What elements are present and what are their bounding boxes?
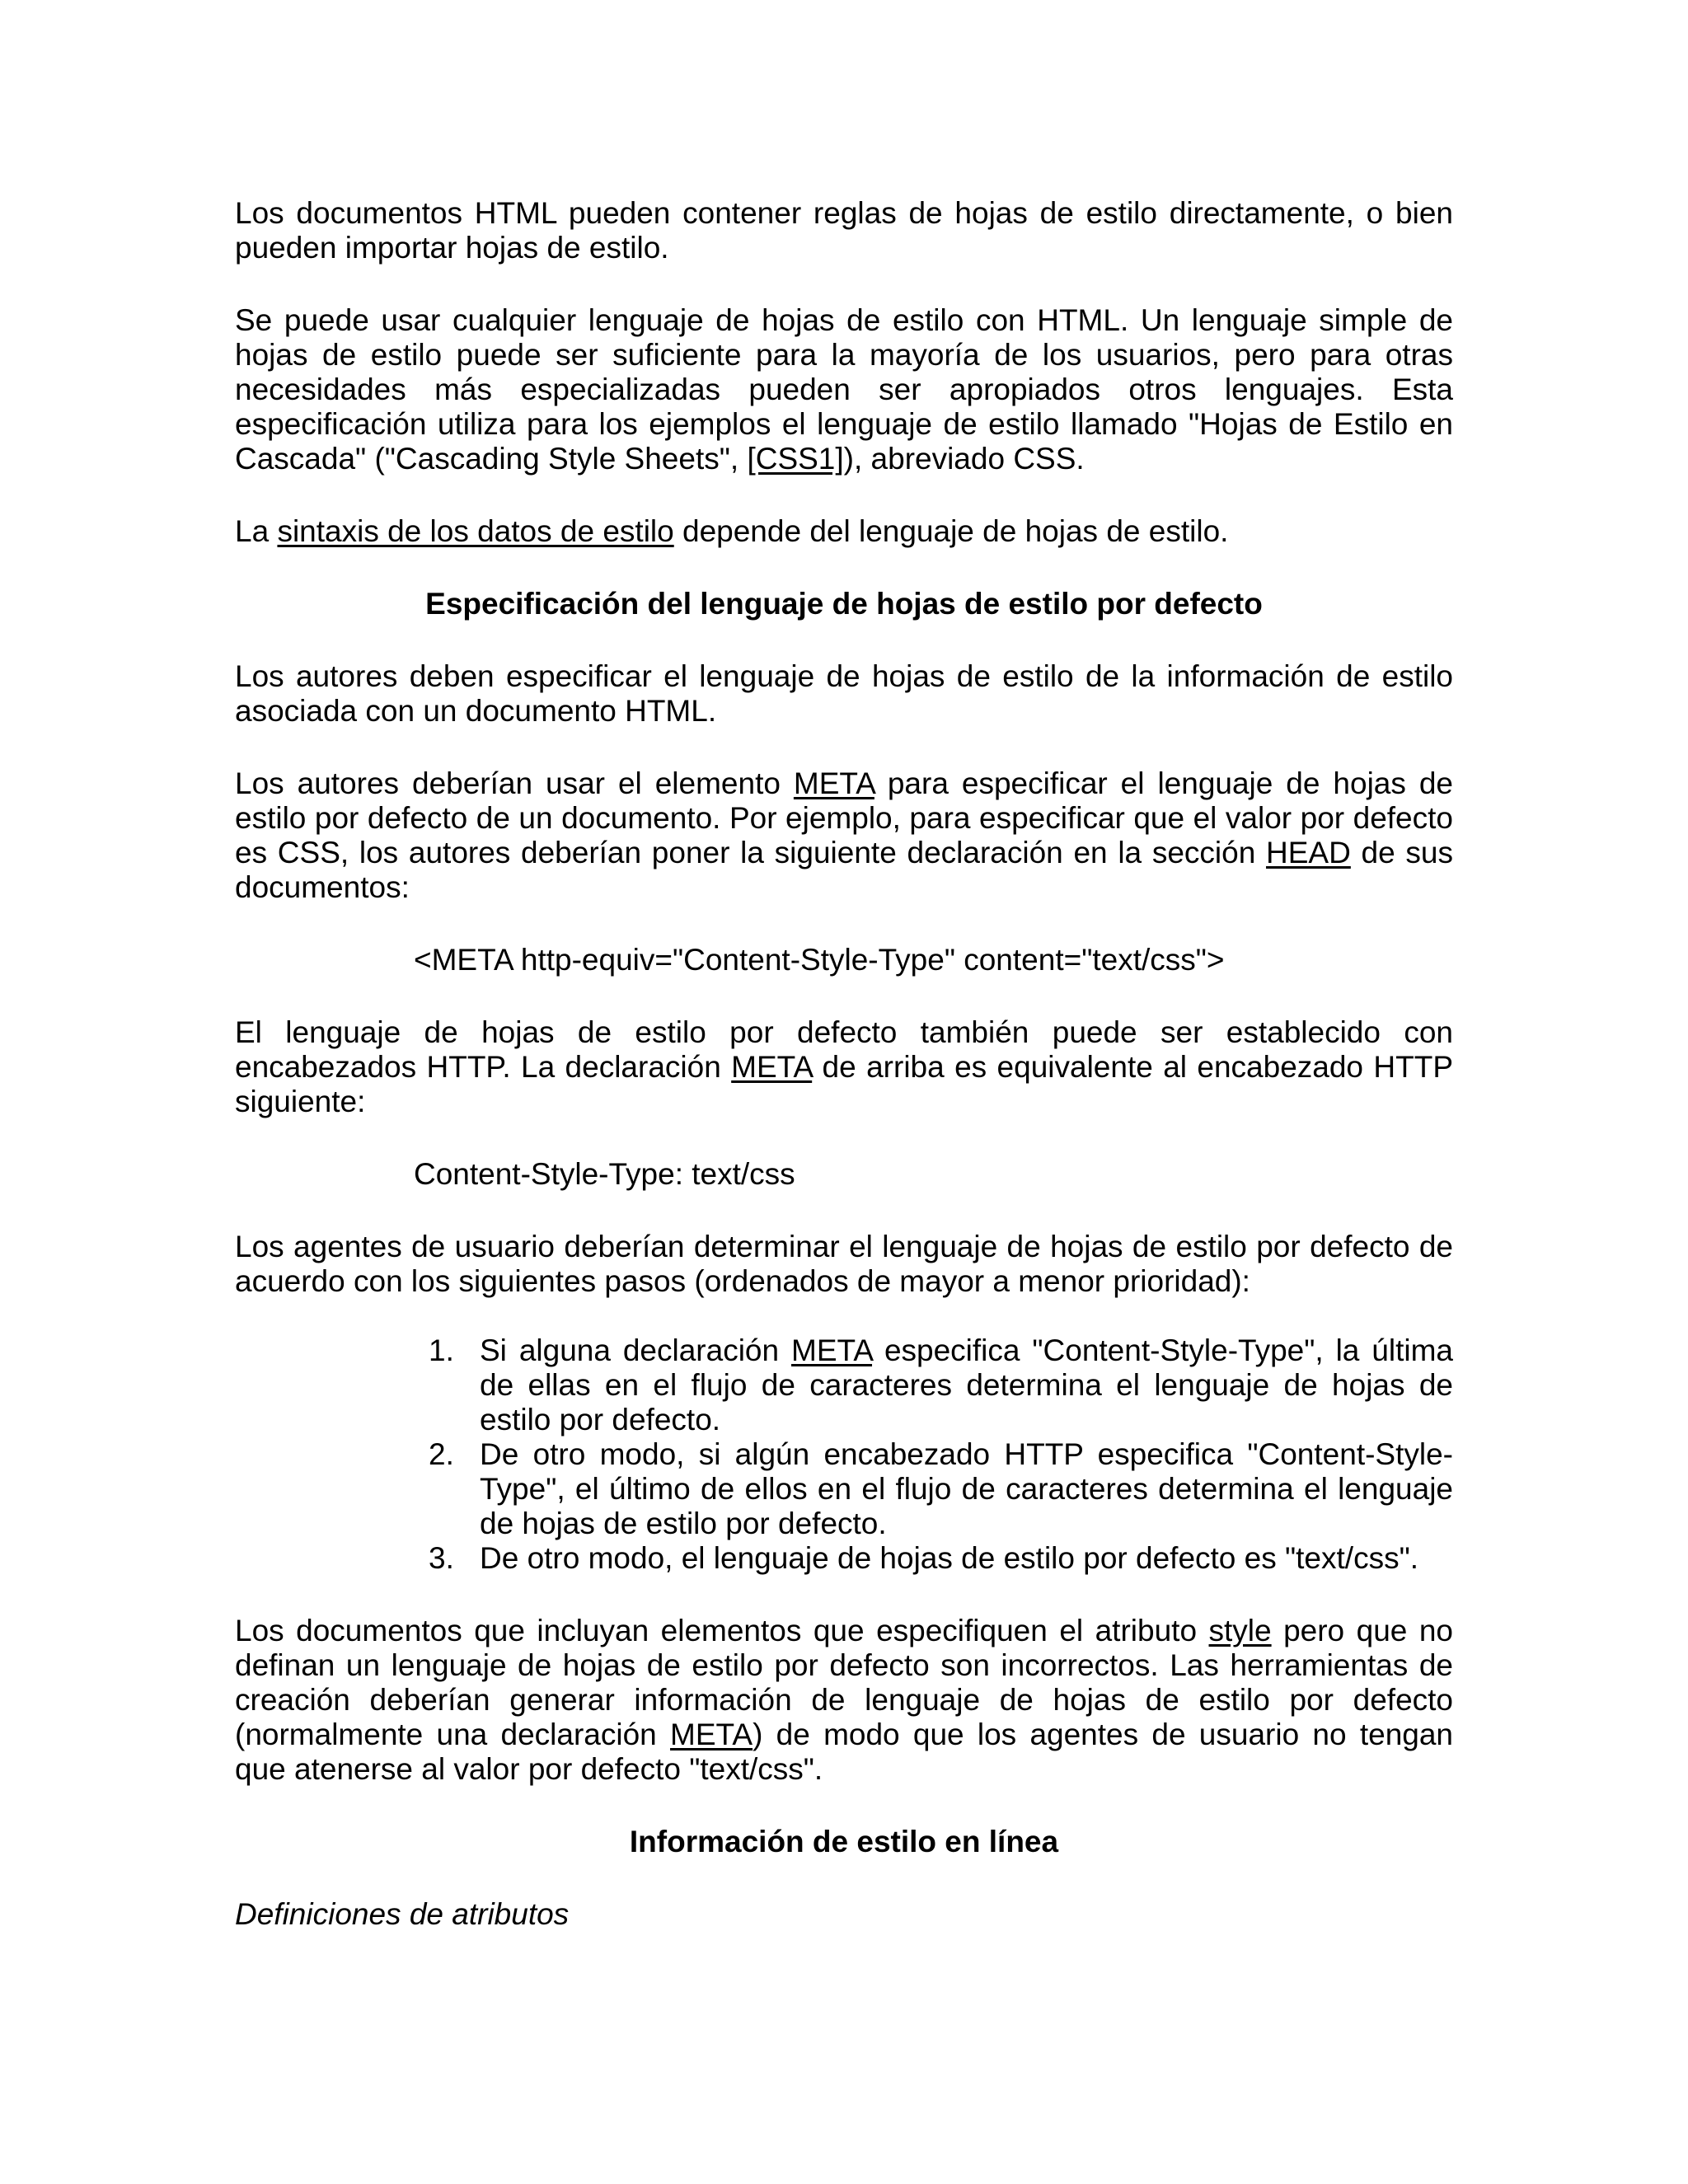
- paragraph-intro: Los documentos HTML pueden contener reglas de hojas de estilo directamente, o bien pueden importar hojas de estilo.: [235, 196, 1453, 265]
- text-span: especifica "Content-Style-Type", la última de ellas en el flujo de caracteres determina el lenguaje de hojas de estilo por defecto.: [480, 1333, 1453, 1436]
- paragraph-meta-element: [235, 766, 1453, 905]
- style-data-syntax-link[interactable]: sintaxis de los datos de estilo: [277, 514, 674, 548]
- code-example-http-header: Content-Style-Type: text/css: [414, 1157, 795, 1191]
- priority-steps-list: [235, 1333, 1453, 1576]
- text-span: pero que no definan un lenguaje de hojas de estilo por defecto son incorrectos. Las herramientas de creación deberían generar información de lenguaje de hojas de estilo por defecto (normalmente una declaración: [235, 1614, 1453, 1751]
- paragraph-style-attribute: [235, 1614, 1453, 1787]
- text-span: para especificar el lenguaje de hojas de estilo por defecto de un documento. Por ejemplo, para especificar que el valor por defecto es CSS, los autores deberían poner la siguiente declaración en la sección: [235, 766, 1453, 869]
- meta-link[interactable]: META: [793, 766, 874, 800]
- text-span: de sus documentos:: [235, 836, 1453, 904]
- list-item: [429, 1541, 1453, 1576]
- paragraph-user-agents: Los agentes de usuario deberían determinar el lenguaje de hojas de estilo por defecto de acuerdo con los siguientes pasos (ordenados de mayor a menor prioridad):: [235, 1230, 1453, 1298]
- text-span: de arriba es equivalente al encabezado HTTP siguiente:: [235, 1050, 1453, 1118]
- text-span: De otro modo, si algún encabezado HTTP especifica "Content-Style-Type", el último de ellos en el flujo de caracteres determina el lenguaje de hojas de estilo por defecto.: [480, 1437, 1453, 1540]
- section-heading-default-language: Especificación del lenguaje de hojas de estilo por defecto: [425, 587, 1263, 621]
- css1-link[interactable]: [CSS1]: [747, 442, 844, 476]
- paragraph-http-headers: [235, 1015, 1453, 1119]
- text-span: depende del lenguaje de hojas de estilo.: [673, 514, 1229, 548]
- text-span: ), abreviado CSS.: [843, 442, 1085, 476]
- text-span: Si alguna declaración: [480, 1333, 792, 1367]
- list-item: [429, 1437, 1453, 1541]
- text-span: Se puede usar cualquier lenguaje de hojas de estilo con HTML. Un lenguaje simple de hojas de estilo puede ser suficiente para la mayoría de los usuarios, pero para otras necesidades más especializadas pueden ser apropiados otros lenguajes. Esta especificación utiliza para los ejemplos el lenguaje de estilo llamado "Hojas de Estilo en Cascada" ("Cascading Style Sheets",: [235, 303, 1453, 476]
- section-heading-inline-style: Información de estilo en línea: [629, 1825, 1059, 1858]
- head-link[interactable]: HEAD: [1266, 836, 1351, 869]
- text-span: De otro modo, el lenguaje de hojas de estilo por defecto es "text/css".: [480, 1541, 1418, 1575]
- list-item: [429, 1333, 1453, 1437]
- text-span: Los documentos que incluyan elementos que especifiquen el atributo: [235, 1614, 1209, 1647]
- text-span: ) de modo que los agentes de usuario no tengan que atenerse al valor por defecto "text/css".: [235, 1718, 1453, 1786]
- paragraph-authors-must: Los autores deben especificar el lenguaje de hojas de estilo de la información de estilo asociada con un documento HTML.: [235, 659, 1453, 728]
- meta-link[interactable]: META: [731, 1050, 813, 1084]
- meta-link[interactable]: META: [670, 1718, 753, 1751]
- subheading-attribute-definitions: Definiciones de atributos: [235, 1897, 570, 1931]
- paragraph-syntax: [235, 514, 1453, 549]
- list-number: 1.: [429, 1333, 454, 1367]
- list-number: 2.: [429, 1437, 454, 1471]
- list-number: 3.: [429, 1541, 454, 1575]
- text-span: La: [235, 514, 278, 548]
- text-span: El lenguaje de hojas de estilo por defecto también puede ser establecido con encabezados HTTP. La declaración: [235, 1015, 1453, 1084]
- paragraph-style-languages: [235, 303, 1453, 476]
- document-page: [235, 196, 1453, 1932]
- style-attribute-link[interactable]: style: [1208, 1614, 1272, 1647]
- meta-link[interactable]: META: [791, 1333, 873, 1367]
- code-example-meta: <META http-equiv="Content-Style-Type" content="text/css">: [414, 943, 1225, 977]
- text-span: Los autores deberían usar el elemento: [235, 766, 794, 800]
